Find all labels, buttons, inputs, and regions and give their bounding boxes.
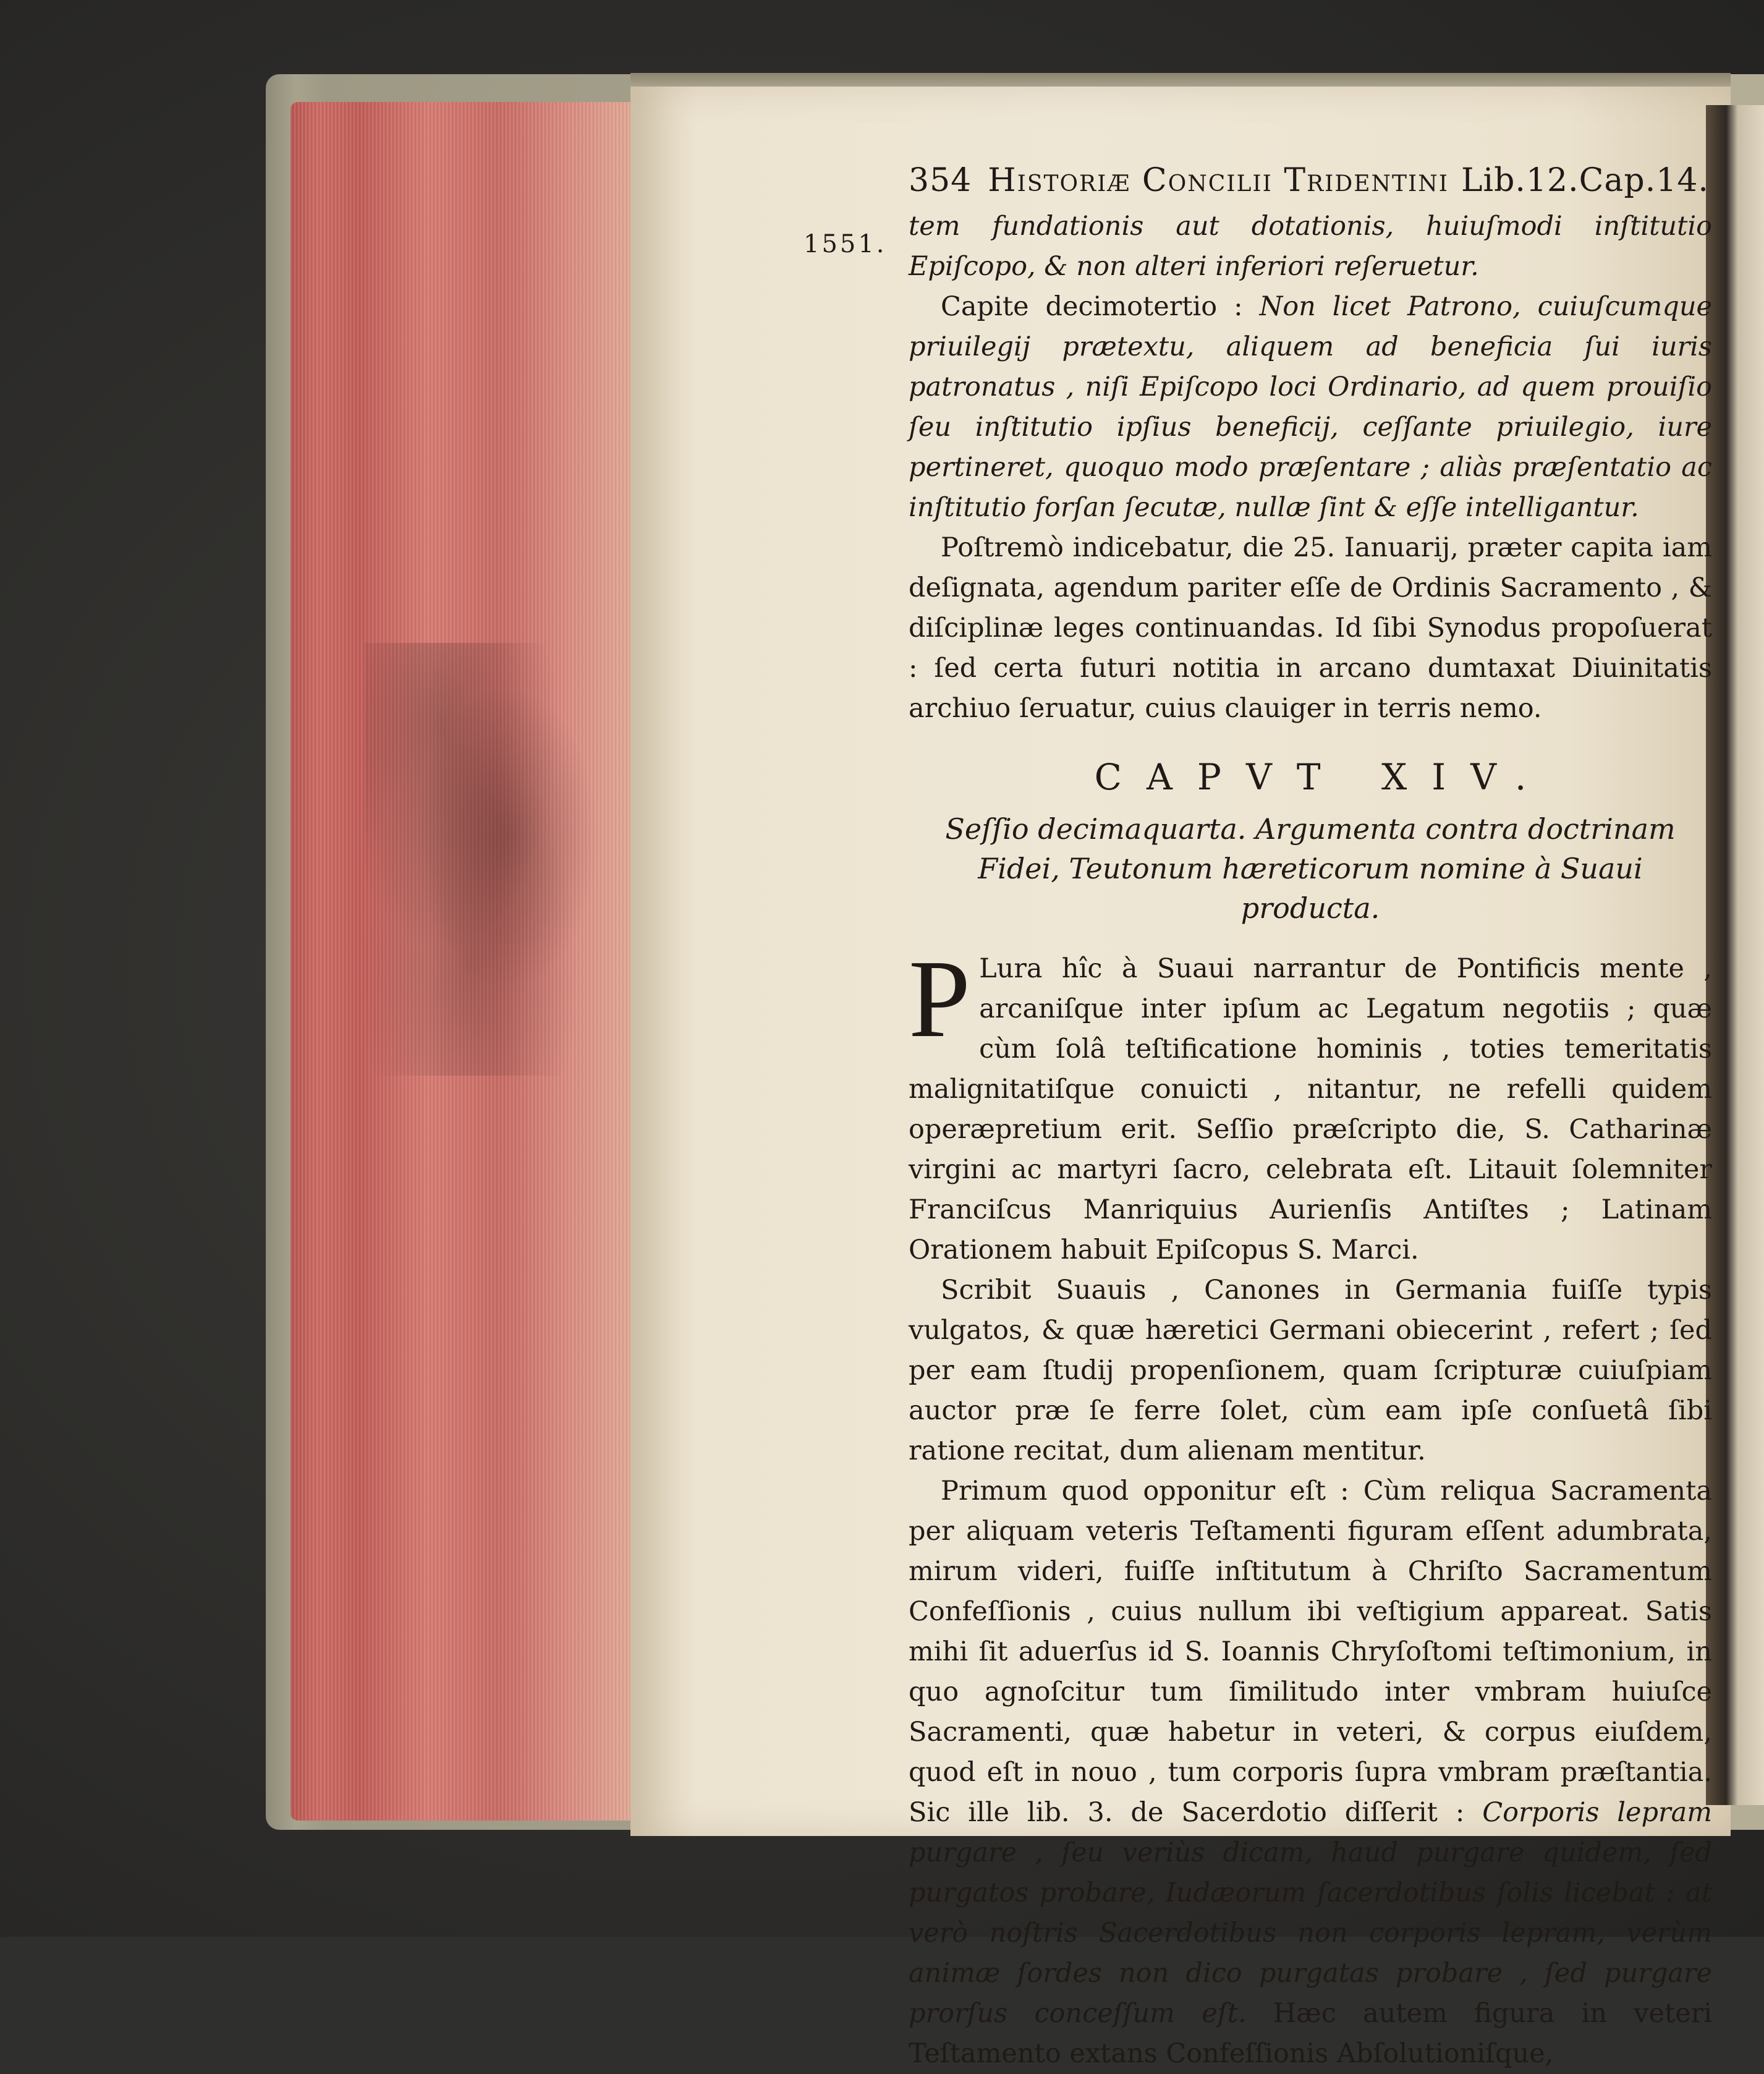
- paragraph: [909, 528, 1712, 729]
- opening-paragraph: [909, 937, 1712, 1270]
- text-block: [804, 162, 1712, 2074]
- margin-year: 1551.: [804, 230, 887, 258]
- paragraph-continuation: [909, 206, 1712, 287]
- paragraph-text: Lura hîc à Suaui narrantur de Pontificis mente , arcaniſque inter ipſum ac Legatum negotiis ; quæ cùm ſolâ teſtificatione hominis , toties temeritatis malignitatiſque conuicti , nitantur, ne refelli quidem operæpretium erit. Seſſio præſcripto die, S. Catharinæ virgini ac martyri ſacro, celebrata eſt. Litauit ſolemniter Franciſcus Manriquius Aurienſis Antiſtes ; Latinam Orationem habuit Epiſcopus S. Marci.: [909, 953, 1712, 1265]
- paragraph: [909, 1471, 1712, 2074]
- fore-edge-stain: [365, 643, 624, 1076]
- paragraph-italic-text: Corporis lepram purgare , ſeu veriùs dicam, haud purgare quidem, ſed purgatos probare, Iudæorum ſacerdotibus ſolis licebat : at verò noſtris Sacerdotibus non corporis lepram, verùm animæ ſordes non dico purgatas probare , ſed purgare prorſus conceſſum eſt.: [909, 1797, 1712, 2029]
- chapter-heading: CAPVT XIV.: [1094, 756, 1551, 798]
- paragraph-italic-text: Non licet Patrono, cuiuſcumque priuilegij prætextu, aliquem ad beneficia ſui iuris patronatus , niſi Epiſcopo loci Ordinario, ad quem prouiſio ſeu inſtitutio ipſius beneficij, ceſſante priuilegio, iure pertineret, quoquo modo præſentare ; aliàs præſentatio ac inſtitutio forſan ſecutæ, nullæ ſint & eſſe intelligantur.: [909, 291, 1712, 523]
- paragraph-text: Capite decimotertio :: [941, 291, 1260, 322]
- paragraph-text: Hæc autem figura in veteri Teſtamento extans Confeſſionis Abſolutioniſque,: [909, 1998, 1712, 2069]
- paragraph-text: Scribit Suauis , Canones in Germania fuiſſe typis vulgatos, & quæ hæretici Germani obiecerint , refert ; ſed per eam ſtudij propenſionem, quam ſcripturæ cuiuſpiam auctor præ ſe ferre ſolet, cùm eam ipſe conſuetâ ſibi ratione recitat, dum alienam mentitur.: [909, 1275, 1712, 1466]
- running-head: [909, 162, 1712, 206]
- running-title: Historiæ Concilii Tridentini: [988, 162, 1449, 199]
- page-gutter: [1706, 105, 1764, 1805]
- paragraph: [909, 287, 1712, 528]
- chapter-summary: Seſſio decimaquarta. Argumenta contra doctrinam Fidei, Teutonum hæreticorum nomine à Suaui producta.: [945, 812, 1676, 925]
- paragraph: [909, 1270, 1712, 1471]
- paragraph-text: Primum quod opponitur eſt : Cùm reliqua Sacramenta per aliquam veteris Teſtamenti figuram eſſent adumbrata, mirum videri, fuiſſe inſtitutum à Chriſto Sacramentum Confeſſionis , cuius nullum ibi veſtigium appareat. Satis mihi ſit aduerſus id S. Ioannis Chryſoſtomi teſtimonium, in quo agnoſcitur tum ſimilitudo inter vmbram huiuſce Sacramenti, quæ habetur in veteri, & corpus eiuſdem, quod eſt in nouo , tum corporis ſupra vmbram præſtantia. Sic ille lib. 3. de Sacerdotio diſſerit :: [909, 1476, 1712, 1828]
- page-number: 354: [909, 162, 972, 199]
- paragraph-text: Poſtremò indicebatur, die 25. Ianuarij, præter capita iam deſignata, agendum pariter eſſe de Ordinis Sacramento , & diſciplinæ leges continuandas. Id ſibi Synodus propoſuerat : ſed certa futuri notitia in arcano dumtaxat Diuinitatis archiuo ſeruatur, cuius clauiger in terris nemo.: [909, 532, 1712, 724]
- drop-capital: P: [909, 937, 971, 1060]
- paragraph-italic-text: tem fundationis aut dotationis, huiuſmodi inſtitutio Epiſcopo, & non alteri inferiori reſeruetur.: [909, 211, 1712, 282]
- book-chapter-ref: Lib.12.Cap.14.: [1461, 162, 1709, 199]
